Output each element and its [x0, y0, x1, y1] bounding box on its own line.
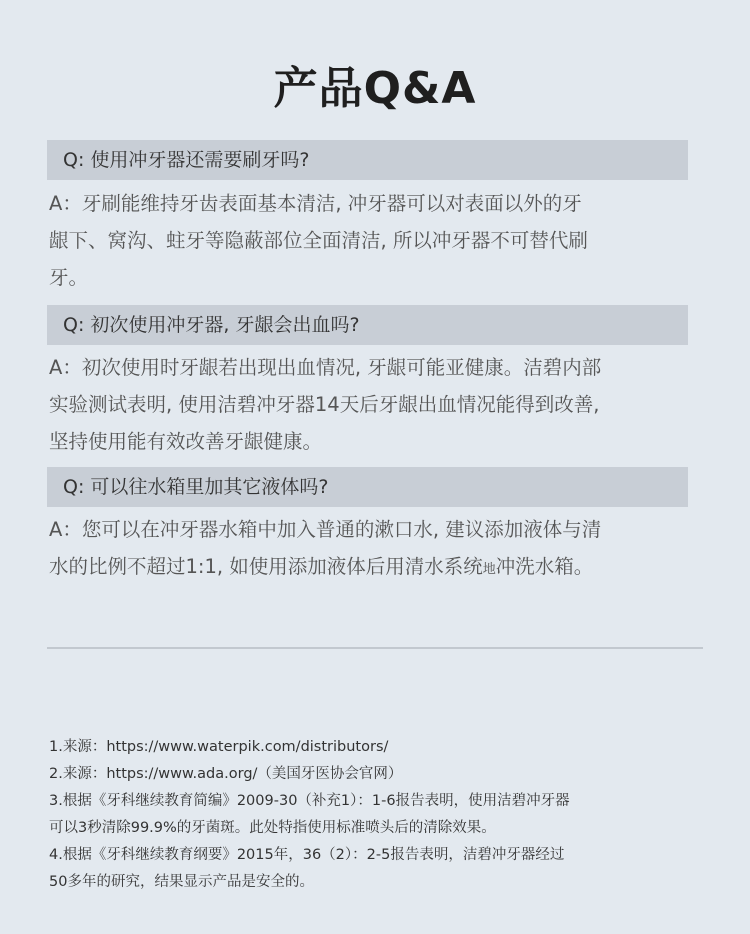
reference-line: 50多年的研究，结果显示产品是安全的。 — [49, 874, 314, 890]
answer-3-line-2-text: 水的比例不超过1:1, 如使用添加液体后用清水系统 — [49, 555, 483, 578]
reference-line: 4.根据《牙科继续教育纲要》2015年，36（2）：2-5报告表明，洁碧冲牙器经过 — [49, 847, 565, 863]
answer-3-small-char: 地 — [482, 562, 496, 577]
answer-2-line-1: A：初次使用时牙龈若出现出血情况, 牙龈可能亚健康。洁碧内部 — [49, 356, 602, 379]
page-title: 产品Q&A — [273, 63, 477, 114]
reference-line: 可以3秒清除99.9%的牙菌斑。此处特指使用标准喷头后的清除效果。 — [49, 820, 496, 836]
answer-3-line-1: A：您可以在冲牙器水箱中加入普通的漱口水, 建议添加液体与清 — [49, 518, 602, 541]
answer-1-line-2: 龈下、窝沟、蛀牙等隐蔽部位全面清洁, 所以冲牙器不可替代刷 — [49, 229, 588, 252]
answer-1-line-3: 牙。 — [49, 266, 89, 289]
answer-1 — [49, 185, 699, 296]
reference-line: 1.来源：https://www.waterpik.com/distributors/ — [49, 739, 389, 755]
answer-1-line-1: A：牙刷能维持牙齿表面基本清洁, 冲牙器可以对表面以外的牙 — [49, 192, 582, 215]
reference-line: 3.根据《牙科继续教育简编》2009-30（补充1）：1-6报告表明，使用洁碧冲牙器 — [49, 793, 570, 809]
answer-3 — [49, 511, 699, 588]
references — [49, 734, 709, 896]
answer-2-line-3: 坚持使用能有效改善牙龈健康。 — [49, 430, 323, 453]
reference-line: 2.来源：https://www.ada.org/（美国牙医协会官网） — [49, 766, 403, 782]
question-1: Q: 使用冲牙器还需要刷牙吗? — [47, 140, 688, 180]
divider — [47, 647, 703, 649]
answer-2 — [49, 349, 699, 460]
answer-3-line-2-end: 冲洗水箱。 — [495, 555, 594, 578]
question-2: Q: 初次使用冲牙器, 牙龈会出血吗? — [47, 305, 688, 345]
question-3: Q: 可以往水箱里加其它液体吗? — [47, 467, 688, 507]
answer-3-line-2 — [49, 548, 699, 588]
answer-2-line-2: 实验测试表明, 使用洁碧冲牙器14天后牙龈出血情况能得到改善, — [49, 393, 600, 416]
